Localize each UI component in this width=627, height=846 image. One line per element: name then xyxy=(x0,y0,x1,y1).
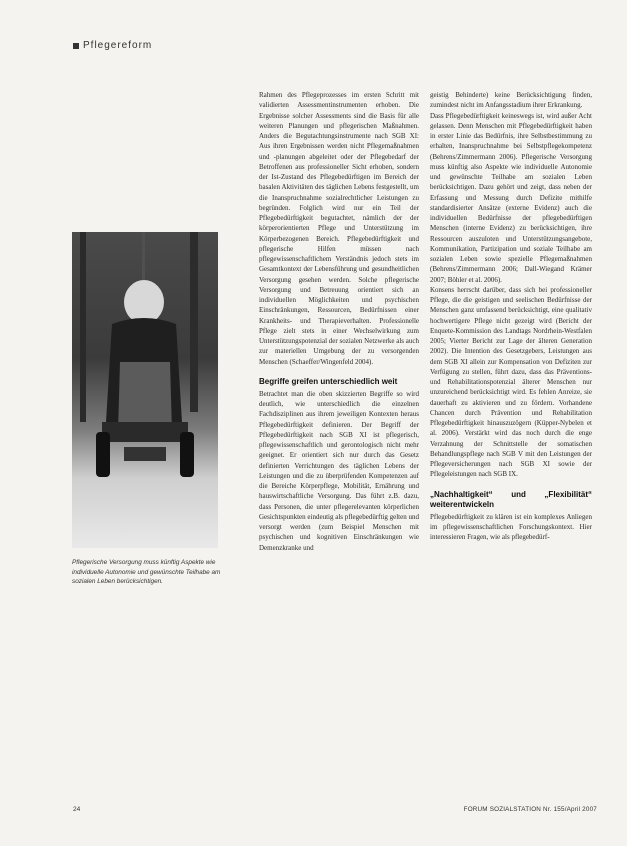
text-column-left xyxy=(259,90,419,553)
subheading: Begriffe greifen unterschiedlich weit xyxy=(259,376,398,386)
wheelchair-photo-illustration xyxy=(72,232,218,548)
paragraph: Konsens herrscht darüber, dass sich bei professioneller Pflege, die die geistigen und seelischen Bedürfnisse der Menschen ganz umfassend berücksichtigt, eine qualitativ hochwertigere Pflege nicht gezeigt wird (Bericht der Enquete-Kommission des Landtags Nordrhein-Westfalen 2005; Vierter Bericht zur Lage der älteren Generation 2002). Die Intention des Gesetzgebers, Leistungen aus dem SGB XI allein zur Kompensation von Defiziten zur Verfügung zu stellen, führt dazu, dass das Präventions- und Rehabilitationspotenzial älterer Menschen nur unzureichend berücksichtigt wird. Es fehlen Anreize, sie dauerhaft zu aktivieren und zu fördern. Vorhandene Chancen durch Prävention und Rehabilitation Pflegebedürftigkeit hinauszuzögern (Küpper-Nybelen et al. 2006). Verstärkt wird das noch durch die enge Verzahnung der Schnittstelle der somatischen Behandlungspflege nach SGB V mit den Leistungen der Pflegeversicherungen nach SGB XI sowie der Pflegeleistungen nach SGB IX. xyxy=(430,285,592,479)
section-marker xyxy=(73,43,79,49)
paragraph: Dass Pflegebedürftigkeit keineswegs ist, wird außer Acht gelassen. Denn Menschen mit Pflegebedürftigkeit haben in erster Linie das Bedürfnis, ihre Selbstbestimmung zu erhalten, Inanspruchnahme bei Selbstpflegekompetenz (Behrens/Zimmermann 2006). Pflegerische Versorgung muss künftig also Aspekte wie individuelle Autonomie und gewünschte Teilhabe am sozialen Leben berücksichtigen. Dazu gehört und zeigt, dass neben der Erfassung und Messung durch Defizite mithilfe standardisierter Ansätze (externe Evidenz) auch die individuellen Bedürfnisse der pflegebedürftigen Menschen (interne Evidenz) zu berücksichtigen, ihre Ressourcen auszuloten und Unterstützungsangebote, Kommunikation, Partizipation und soziale Teilhabe am sozialen Leben sowie spezielle Pflegemaßnahmen (Behrens/Zimmermann 2006; Dall-Wiegand Krämer 2007; Böhler et al. 2006). xyxy=(430,111,592,284)
section-title: Pflegereform xyxy=(83,40,153,51)
photo-caption: Pflegerische Versorgung muss künftig Aspekte wie individuelle Autonomie und gewünschte Teilhabe am sozialen Leben berücksichtigen. xyxy=(72,559,221,586)
section-header xyxy=(73,40,152,51)
text-column-right xyxy=(430,90,592,542)
paragraph: geistig Behinderte) keine Berücksichtigung finden, zumindest nicht im Anfangsstadium ihrer Erkrankung. xyxy=(430,91,592,110)
subheading: „Nachhaltigkeit“ und „Flexibilität“ weiterentwickeln xyxy=(430,489,592,509)
paragraph: Pflegebedürftigkeit zu klären ist ein komplexes Anliegen im pflegewissenschaftlichen Forschungskontext. Hier interessieren Fragen, wie als pflegebedürf- xyxy=(430,512,592,541)
page-number: 24 xyxy=(73,806,81,813)
paragraph: Rahmen des Pflegeprozesses im ersten Schritt mit validierten Assessmentinstrumenten erhoben. Die Ergebnisse solcher Assessments sind die Basis für alle weiteren Planungen und pflegerischen Maßnahmen. Anders die Begutachtungsinstrumente nach SGB XI: Aus ihren Ergebnissen werden nicht Pflegemaßnahmen und -planungen abgeleitet oder der Pflegebedarf der Betroffenen aus professioneller Sicht erhoben, sondern der Ist-Zustand des Pflegebedürftigen im Bereich der basalen Aktivitäten des täglichen Lebens festgestellt, um die Inanspruchnahme sozialrechtlicher Leistungen zu begründen. Folglich wird nur ein Teil der Pflegebedürftigkeit begutachtet, nämlich der der körperorientierten Pflege und Unterstützung im Körperbezogenen Bereich. Pflegebedürftigkeit und pflegerische Hilfen müssen nach pflegewissenschaftlichem Verständnis jedoch stets im Gesamtkontext der Lebensführung und gesundheitlichen Versorgung gesehen werden. Solche pflegerische Versorgung und Betreuung orientiert sich an individuellen Möglichkeiten und psychischen Einschränkungen, Ressourcen, Bedürfnissen einer Krankheits- und Therapieverhalten. Professionelle Pflege zielt stets in einer Wechselwirkung zum Unterstützungspotenzial der sozialen Netzwerke als auch zur materiellen Umgebung der zu versorgenden Menschen (Schaeffer/Wingenfeld 2004). xyxy=(259,91,419,366)
article-photo xyxy=(72,232,218,548)
journal-footer: FORUM SOZIALSTATION Nr. 155/April 2007 xyxy=(463,806,597,813)
paragraph: Betrachtet man die oben skizzierten Begriffe so wird deutlich, wie unterschiedlich die einzelnen Fachdisziplinen aus ihrem jeweiligen Kontexten heraus Pflegebedürftigkeit definieren. Der Begriff der Pflegebedürftigkeit nach SGB XI ist pflegerisch, pflegewissenschaftlich und gerontologisch nicht mehr geeignet. Er orientiert sich nur durch das Gesetz definierten Verrichtungen des täglichen Lebens der Leistungen und die zu überprüfenden Kompetenzen auf die Bereiche Körperpflege, Mobilität, Ernährung und hauswirtschaftliche Versorgung. Das führt z.B. dazu, dass Personen, die unter pflegerelevanten körperlichen Gesichtspunkten eindeutig als pflegebedürftig gelten und versorgt werden (zum Beispiel Menschen mit psychischen und kognitiven Einschränkungen wie Demenzkranke und xyxy=(259,389,419,552)
